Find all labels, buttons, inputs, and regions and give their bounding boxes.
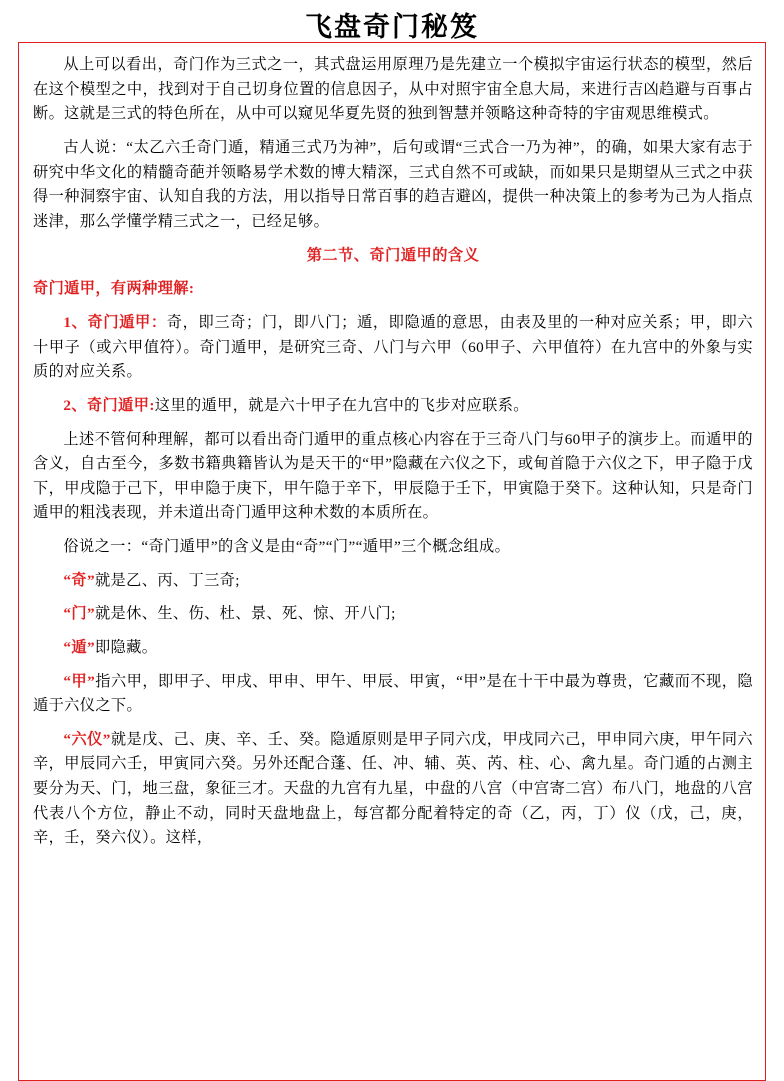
page-title: 飞盘奇门秘笈	[305, 12, 479, 43]
list-item-1	[33, 311, 753, 385]
paragraph-3: 上述不管何种理解，都可以看出奇门遁甲的重点核心内容在于三奇八门与60甲子的演步上。而遁甲的含义，自古至今，多数书籍典籍皆认为是天干的“甲”隐藏在六仪之下，或甸首隐于六仪之下，甲子隐于戊下，甲戌隐于己下，甲申隐于庚下，甲午隐于辛下，甲辰隐于壬下，甲寅隐于癸下。这种认知，只是奇门遁甲的粗浅表现，并未道出奇门遁甲这种术数的本质所在。	[33, 430, 753, 522]
definition-qi	[33, 569, 753, 594]
definition-liuyi-text: 就是戊、己、庚、辛、壬、癸。隐遁原则是甲子同六戊，甲戌同六己，甲申同六庚，甲午同六辛，甲辰同六壬，甲寅同六癸。另外还配合蓬、任、冲、辅、英、芮、柱、心、禽九星。奇门遁的占测主要分为天、门，地三盘，象征三才。天盘的九宫有九星，中盘的八宫（中宫寄二宫）布八门，地盘的八宫代表八个方位，静止不动，同时天盘地盘上，每宫都分配着特定的奇（乙，丙，丁）仪（戊，己，庚，辛，壬，癸六仪）。这样，	[33, 730, 753, 847]
list-item-1-label: 1、奇门遁甲：	[63, 314, 167, 331]
definition-jia-label: “甲”	[63, 672, 96, 690]
definition-men-text: 就是休、生、伤、杜、景、死、惊、开八门;	[94, 605, 396, 623]
paragraph-4: 俗说之一：“奇门遁甲”的含义是由“奇”“门”“遁甲”三个概念组成。	[63, 538, 511, 555]
definition-dun-label: “遁”	[63, 638, 95, 656]
subheading: 奇门遁甲，有两种理解:	[33, 280, 195, 298]
paragraph-2: 古人说：“太乙六壬奇门遁，精通三式乃为神”，后句或谓“三式合一乃为神”，的确，如果大家有志于研究中华文化的精髓奇葩并领略易学术数的博大精深，三式自然不可或缺，而如果只是期望从三式之中获得一种洞察宇宙、认知自我的方法，用以指导日常百事的趋吉避凶，提供一种决策上的参考为己为人指点迷津，那么学懂学精三式之一，已经足够。	[33, 138, 753, 230]
paragraph-1: 从上可以看出，奇门作为三式之一，其式盘运用原理乃是先建立一个模拟宇宙运行状态的模型，然后在这个模型之中，找到对于自己切身位置的信息因子，从中对照宇宙全息大局，来进行吉凶趋避与百事占断。这就是三式的特色所在，从中可以窥见华夏先贤的独到智慧并领略这种奇特的宇宙观思维模式。	[33, 56, 753, 123]
list-item-2	[33, 394, 753, 419]
list-item-2-label: 2、奇门遁甲:	[63, 396, 155, 414]
definition-liuyi	[33, 728, 753, 851]
definition-liuyi-label: “六仪”	[63, 730, 111, 748]
list-item-2-text: 这里的遁甲，就是六十甲子在九宫中的飞步对应联系。	[154, 396, 529, 414]
definition-jia	[33, 670, 753, 719]
definition-qi-label: “奇”	[63, 571, 95, 589]
content-frame	[18, 42, 766, 1081]
definition-dun	[33, 636, 753, 661]
definition-men	[33, 602, 753, 627]
definition-qi-text: 就是乙、丙、丁三奇;	[94, 571, 240, 589]
list-item-1-text: 奇，即三奇；门，即八门；遁，即隐遁的意思，由表及里的一种对应关系；甲，即六十甲子（或六甲值符）。奇门遁甲，是研究三奇、八门与六甲（60甲子、六甲值符）在九宫中的外象与实质的对应关系。	[33, 314, 753, 381]
definition-men-label: “门”	[63, 605, 95, 623]
section-heading: 第二节、奇门遁甲的含义	[306, 247, 480, 265]
definition-dun-text: 即隐藏。	[94, 638, 158, 656]
definition-jia-text: 指六甲，即甲子、甲戌、甲申、甲午、甲辰、甲寅，“甲”是在十干中最为尊贵，它藏而不现，隐遁于六仪之下。	[33, 672, 754, 715]
